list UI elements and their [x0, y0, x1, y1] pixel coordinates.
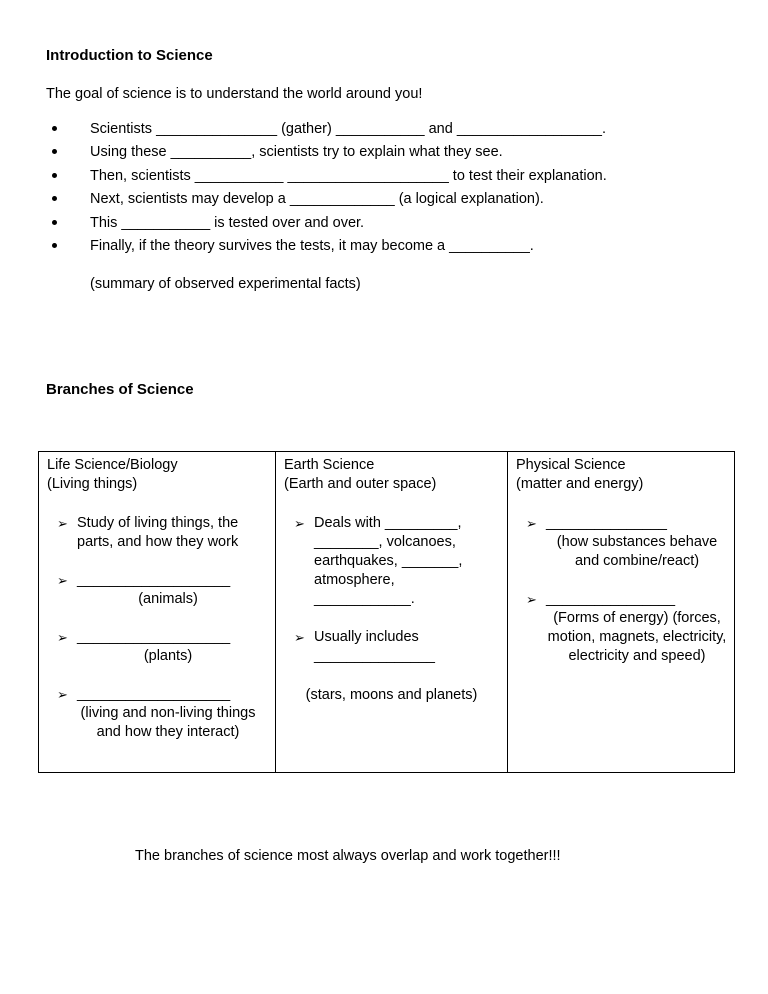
list-item-text: Deals with _________, ________, volcanoes, earthquakes, _______, atmosphere, ____________. [314, 515, 463, 607]
earth-science-note: (stars, moons and planets) [305, 687, 478, 703]
intro-bullet-item [52, 168, 607, 191]
list-item-text: Usually includes _______________ [314, 629, 435, 664]
intro-bullet-text: Finally, if the theory survives the tests, it may become a __________. [90, 237, 534, 254]
intro-bullet-item [52, 238, 607, 261]
branches-footer: The branches of science most always overlap and work together!!! [135, 848, 561, 864]
intro-bullet-text: Next, scientists may develop a _____________ (a logical explanation). [90, 191, 544, 208]
branches-table [38, 451, 735, 773]
list-item [57, 685, 259, 742]
intro-bullet-item [52, 121, 607, 144]
arrow-bullet-icon: ➢ [57, 687, 68, 702]
list-item-text: ________________ [546, 591, 676, 607]
intro-note: (summary of observed experimental facts) [90, 276, 361, 292]
list-item-note: (living and non-living things and how they interact) [80, 705, 256, 740]
list-item-text: ___________________ [77, 686, 231, 702]
bullet-dot-icon [52, 243, 57, 248]
intro-goal: The goal of science is to understand the world around you! [46, 86, 423, 102]
intro-bullet-list [52, 121, 607, 261]
intro-bullet-text: Scientists _______________ (gather) ___________ and __________________. [90, 121, 607, 137]
intro-bullet-text: Then, scientists ___________ ____________________ to test their explanation. [90, 167, 607, 184]
list-item-text: ___________________ [77, 572, 231, 588]
list-item-text: ___________________ [77, 629, 231, 645]
bullet-dot-icon [52, 126, 57, 131]
list-item [294, 514, 479, 609]
earth-science-list [284, 514, 479, 666]
list-item-note: (animals) [138, 591, 198, 607]
intro-bullet-text: This ___________ is tested over and over. [90, 214, 365, 231]
list-item [294, 628, 479, 666]
arrow-bullet-icon: ➢ [57, 573, 68, 588]
intro-title: Introduction to Science [46, 47, 213, 64]
intro-bullet-item [52, 144, 607, 167]
list-item [57, 628, 259, 666]
intro-bullet-item [52, 191, 607, 214]
column-subheading: (Earth and outer space) [284, 476, 437, 492]
list-item-note: (Forms of energy) (forces, motion, magnets, electricity, electricity and speed) [547, 610, 727, 664]
list-item [57, 514, 259, 552]
arrow-bullet-icon: ➢ [526, 516, 537, 531]
arrow-bullet-icon: ➢ [57, 630, 68, 645]
bullet-dot-icon [52, 220, 57, 225]
bullet-dot-icon [52, 196, 57, 201]
list-item [526, 590, 728, 666]
list-item-note: (plants) [143, 648, 193, 664]
intro-bullet-item [52, 215, 607, 238]
branches-title: Branches of Science [46, 381, 194, 398]
life-science-list [47, 514, 259, 742]
arrow-bullet-icon: ➢ [526, 592, 537, 607]
column-heading: Physical Science [516, 457, 626, 473]
column-subheading: (matter and energy) [516, 476, 644, 492]
physical-science-cell [508, 452, 735, 773]
column-heading: Life Science/Biology [47, 457, 178, 473]
list-item [526, 514, 728, 571]
arrow-bullet-icon: ➢ [294, 630, 305, 645]
list-item-text: Study of living things, the parts, and how they work [77, 515, 239, 550]
bullet-dot-icon [52, 149, 57, 154]
arrow-bullet-icon: ➢ [57, 516, 68, 531]
list-item-note: (how substances behave and combine/react) [556, 534, 718, 569]
physical-science-list [516, 514, 728, 666]
earth-science-cell [276, 452, 508, 773]
arrow-bullet-icon: ➢ [294, 516, 305, 531]
list-item [57, 571, 259, 609]
intro-bullet-text: Using these __________, scientists try to explain what they see. [90, 144, 503, 161]
bullet-dot-icon [52, 173, 57, 178]
column-heading: Earth Science [284, 457, 375, 473]
list-item-text: _______________ [546, 515, 667, 531]
life-science-cell [39, 452, 276, 773]
column-subheading: (Living things) [47, 476, 138, 492]
